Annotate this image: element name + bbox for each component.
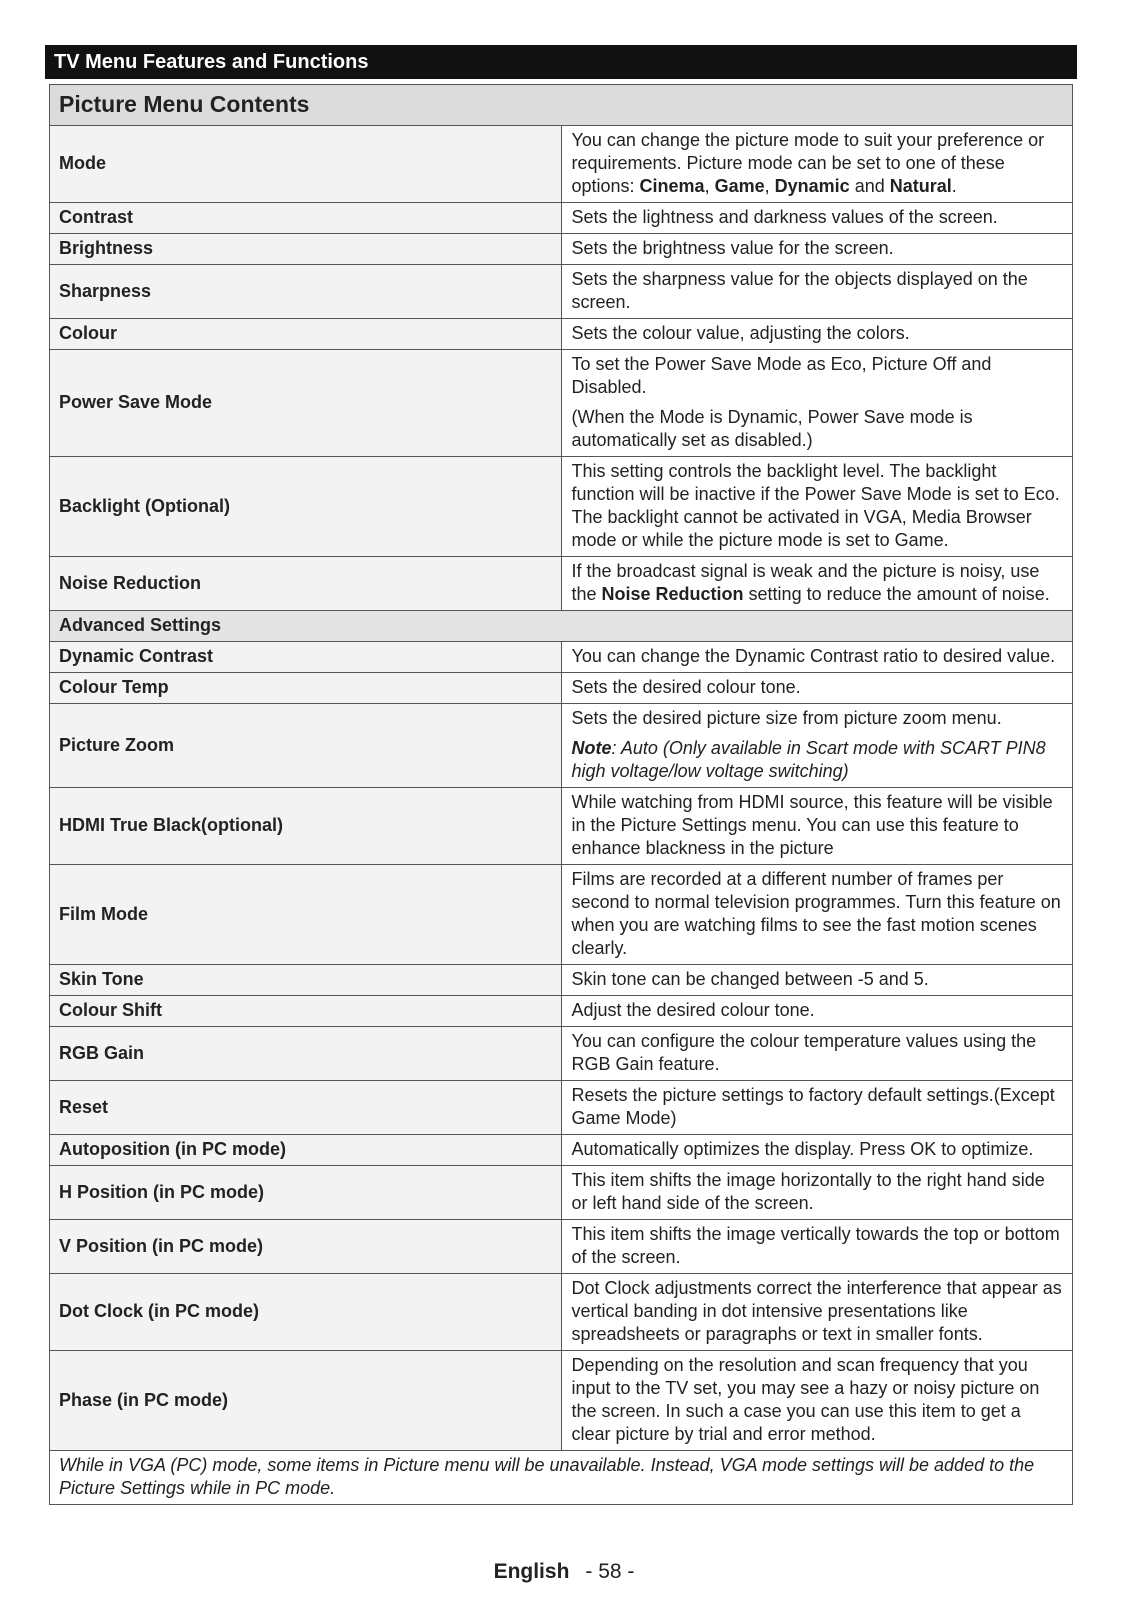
- setting-description: You can change the Dynamic Contrast ratio to desired value.: [561, 642, 1073, 673]
- setting-description: [561, 350, 1073, 457]
- setting-name: H Position (in PC mode): [50, 1166, 562, 1220]
- table-row-rgb-gain: [50, 1027, 1073, 1081]
- table-row-noise-reduction: [50, 557, 1073, 611]
- text-run: .: [951, 176, 957, 196]
- setting-name: Contrast: [50, 203, 562, 234]
- table-row-autoposition-in-pc-mode: [50, 1135, 1073, 1166]
- emphasis-text: Cinema: [639, 176, 705, 196]
- emphasis-text: Dynamic: [774, 176, 850, 196]
- description-paragraph: (When the Mode is Dynamic, Power Save mode is automatically set as disabled.): [571, 407, 973, 450]
- table-row-contrast: [50, 203, 1073, 234]
- table-row-picture-zoom: [50, 704, 1073, 788]
- emphasis-text: Game: [714, 176, 765, 196]
- setting-description: This item shifts the image horizontally to the right hand side or left hand side of the screen.: [561, 1166, 1073, 1220]
- description-paragraph: Sets the desired picture size from picture zoom menu.: [571, 708, 1002, 728]
- setting-name: Film Mode: [50, 865, 562, 965]
- table-row-v-position-in-pc-mode: [50, 1220, 1073, 1274]
- setting-name: Colour Shift: [50, 996, 562, 1027]
- setting-description: Sets the desired colour tone.: [561, 673, 1073, 704]
- table-row-film-mode: [50, 865, 1073, 965]
- page-number: - 58 -: [585, 1560, 635, 1583]
- emphasis-text: Note: [571, 738, 612, 758]
- picture-menu-table: [49, 84, 1073, 1505]
- text-run: If the broadcast signal is weak and the picture is noisy, use the: [571, 561, 1040, 604]
- setting-name: Dynamic Contrast: [50, 642, 562, 673]
- table-row-phase-in-pc-mode: [50, 1351, 1073, 1451]
- section-header: TV Menu Features and Functions: [45, 45, 1077, 79]
- table-note: While in VGA (PC) mode, some items in Picture menu will be unavailable. Instead, VGA mode settings will be added to the Picture Settings while in PC mode.: [50, 1451, 1073, 1505]
- footer-language: English: [493, 1560, 570, 1583]
- table-row-dynamic-contrast: [50, 642, 1073, 673]
- setting-description: While watching from HDMI source, this feature will be visible in the Picture Settings menu. You can use this feature to enhance blackness in the picture: [561, 788, 1073, 865]
- setting-description: This item shifts the image vertically towards the top or bottom of the screen.: [561, 1220, 1073, 1274]
- setting-description: Sets the sharpness value for the objects displayed on the screen.: [561, 265, 1073, 319]
- table-row-reset: [50, 1081, 1073, 1135]
- setting-name: Dot Clock (in PC mode): [50, 1274, 562, 1351]
- table-row-backlight-optional: [50, 457, 1073, 557]
- emphasis-text: Natural: [889, 176, 952, 196]
- setting-name: HDMI True Black(optional): [50, 788, 562, 865]
- table-row-colour-temp: [50, 673, 1073, 704]
- text-run: and: [849, 176, 890, 196]
- setting-name: Autoposition (in PC mode): [50, 1135, 562, 1166]
- setting-description: Resets the picture settings to factory default settings.(Except Game Mode): [561, 1081, 1073, 1135]
- setting-name: Colour: [50, 319, 562, 350]
- description-paragraph: [572, 737, 1064, 783]
- emphasis-text: : Auto (Only available in Scart mode with SCART PIN8 high voltage/low voltage switching): [571, 738, 1046, 781]
- setting-description: [561, 126, 1073, 203]
- emphasis-text: Noise Reduction: [601, 584, 744, 604]
- setting-name: Picture Zoom: [50, 704, 562, 788]
- description-paragraph: To set the Power Save Mode as Eco, Picture Off and Disabled.: [571, 354, 992, 397]
- setting-description: This setting controls the backlight level. The backlight function will be inactive if the Power Save Mode is set to Eco. The backlight cannot be activated in VGA, Media Browser mode or while the picture mode is set to Game.: [561, 457, 1073, 557]
- setting-name: RGB Gain: [50, 1027, 562, 1081]
- table-row-hdmi-true-black-optional: [50, 788, 1073, 865]
- section-row: [50, 611, 1073, 642]
- setting-description: Sets the lightness and darkness values of the screen.: [561, 203, 1073, 234]
- setting-name: Mode: [50, 126, 562, 203]
- setting-name: Brightness: [50, 234, 562, 265]
- text-run: ,: [704, 176, 715, 196]
- section-heading: Advanced Settings: [50, 611, 1073, 642]
- setting-name: Sharpness: [50, 265, 562, 319]
- table-row-h-position-in-pc-mode: [50, 1166, 1073, 1220]
- note-row: [50, 1451, 1073, 1505]
- setting-description: Sets the brightness value for the screen.: [561, 234, 1073, 265]
- text-run: ,: [764, 176, 775, 196]
- text-run: setting to reduce the amount of noise.: [743, 584, 1050, 604]
- text-run: You can change the picture mode to suit your preference or requirements. Picture mode can be set to one of these options:: [571, 130, 1045, 196]
- table-row-sharpness: [50, 265, 1073, 319]
- table-row-brightness: [50, 234, 1073, 265]
- setting-description: [561, 704, 1073, 788]
- setting-description: Dot Clock adjustments correct the interference that appear as vertical banding in dot intensive presentations like spreadsheets or paragraphs or text in smaller fonts.: [561, 1274, 1073, 1351]
- setting-name: Power Save Mode: [50, 350, 562, 457]
- setting-name: V Position (in PC mode): [50, 1220, 562, 1274]
- setting-description: Adjust the desired colour tone.: [561, 996, 1073, 1027]
- setting-description: Films are recorded at a different number of frames per second to normal television programmes. Turn this feature on when you are watching films to see the fast motion scenes clearly.: [561, 865, 1073, 965]
- setting-name: Backlight (Optional): [50, 457, 562, 557]
- setting-name: Colour Temp: [50, 673, 562, 704]
- setting-description: Skin tone can be changed between -5 and 5.: [561, 965, 1073, 996]
- table-row-mode: [50, 126, 1073, 203]
- table-row-colour: [50, 319, 1073, 350]
- table-title-row: [50, 85, 1073, 126]
- table-row-colour-shift: [50, 996, 1073, 1027]
- table-title: Picture Menu Contents: [50, 85, 1073, 126]
- setting-description: You can configure the colour temperature values using the RGB Gain feature.: [561, 1027, 1073, 1081]
- page-footer: [0, 1560, 1128, 1584]
- setting-name: Skin Tone: [50, 965, 562, 996]
- setting-description: [561, 557, 1073, 611]
- setting-name: Noise Reduction: [50, 557, 562, 611]
- table-row-power-save-mode: [50, 350, 1073, 457]
- setting-name: Reset: [50, 1081, 562, 1135]
- setting-description: Depending on the resolution and scan frequency that you input to the TV set, you may see a hazy or noisy picture on the screen. In such a case you can use this item to get a clear picture by trial and error method.: [561, 1351, 1073, 1451]
- setting-description: Automatically optimizes the display. Press OK to optimize.: [561, 1135, 1073, 1166]
- table-row-dot-clock-in-pc-mode: [50, 1274, 1073, 1351]
- setting-name: Phase (in PC mode): [50, 1351, 562, 1451]
- setting-description: Sets the colour value, adjusting the colors.: [561, 319, 1073, 350]
- table-row-skin-tone: [50, 965, 1073, 996]
